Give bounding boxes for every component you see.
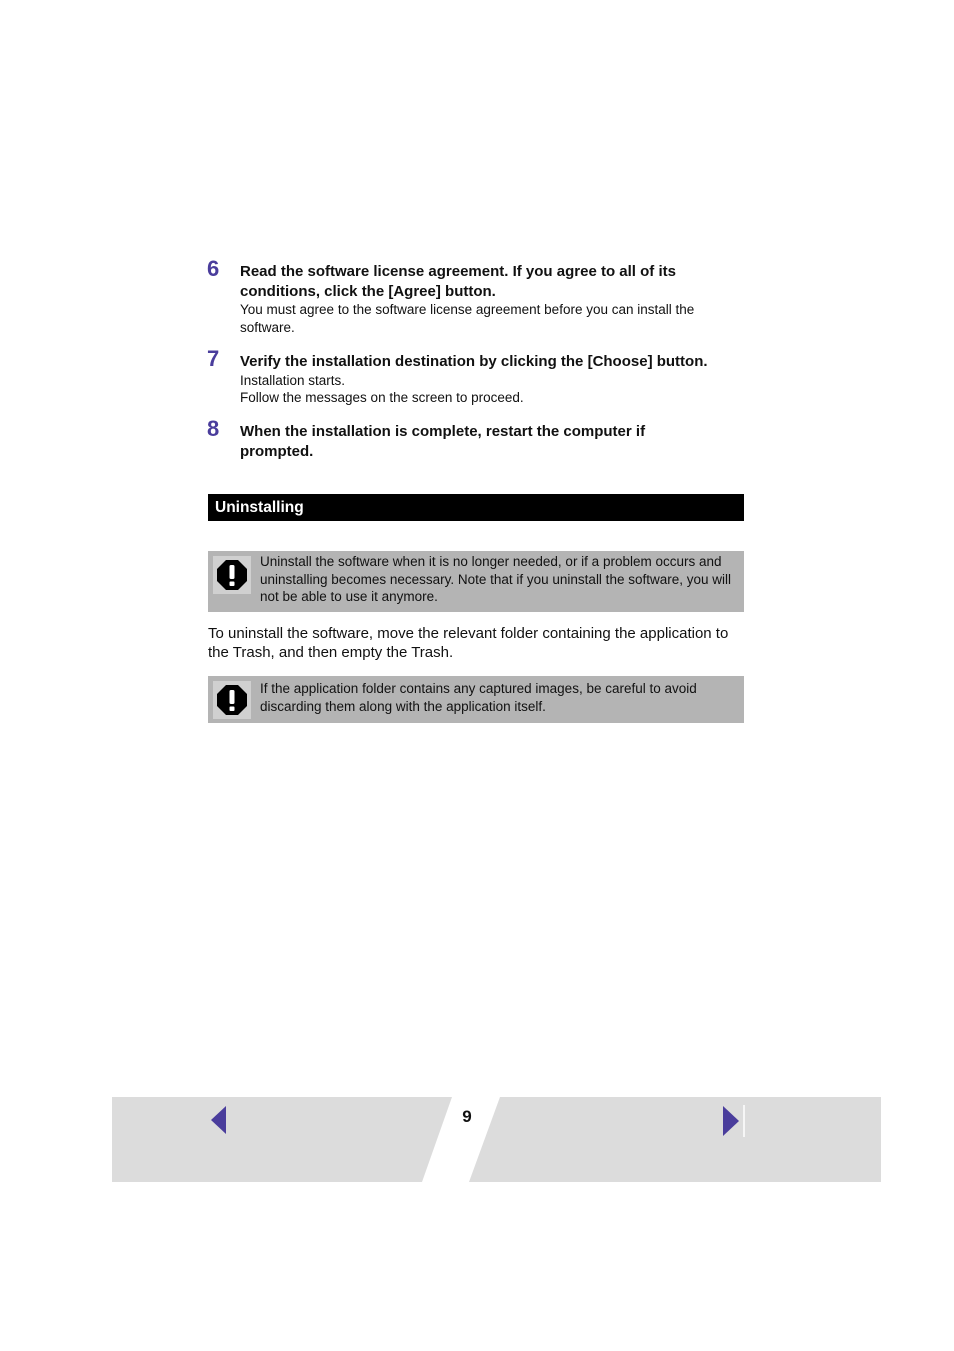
step-title: Read the software license agreement. If you agree to all of its conditions, click the [Agree] button.	[240, 263, 676, 300]
step-note: Installation starts.	[240, 372, 346, 388]
step-number: 7	[207, 346, 220, 371]
triangle-right-icon	[718, 1104, 746, 1138]
triangle-left-icon	[206, 1104, 232, 1136]
next-page-button[interactable]	[718, 1104, 746, 1138]
page-number: 9	[462, 1107, 472, 1126]
step-number: 6	[207, 256, 220, 281]
step-note: You must agree to the software license agreement before you can install the software.	[240, 302, 695, 335]
body-paragraph: To uninstall the software, move the relevant folder containing the application to the Trash, and then empty the Trash.	[208, 625, 729, 661]
step-number: 8	[207, 416, 220, 441]
section-title: Uninstalling	[215, 499, 304, 516]
step-note: Follow the messages on the screen to proceed.	[240, 390, 524, 405]
previous-page-button[interactable]	[206, 1104, 232, 1136]
step-title: Verify the installation destination by clicking the [Choose] button.	[240, 353, 708, 370]
caution-text: If the application folder contains any captured images, be careful to avoid discarding them along with the application itself.	[260, 681, 697, 714]
caution-text: Uninstall the software when it is no longer needed, or if a problem occurs and uninstalling becomes necessary. Note that if you uninstall the software, you will not be able to use it anymore.	[260, 554, 731, 604]
footer-right-panel	[469, 1097, 881, 1182]
step-title: When the installation is complete, restart the computer if prompted.	[240, 423, 646, 460]
footer-left-panel	[112, 1097, 452, 1182]
